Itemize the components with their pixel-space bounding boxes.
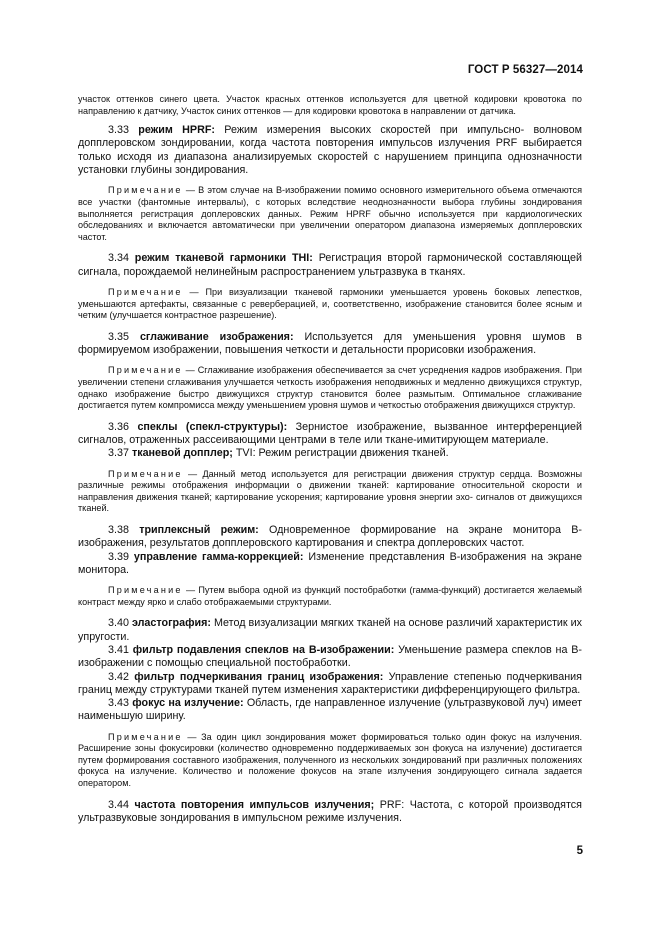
note-3-39: Примечание — Путем выбора одной из функций постобработки (гамма-функций) достигается желаемый контраст между ярко и слабо отображаемыми структурами. [78, 585, 582, 607]
note-3-35: Примечание — Сглаживание изображения обеспечивается за счет усреднения кадров изображения. При увеличении степени сглаживания улучшается четкость изображения неподвижных и медленно движущихся структур, однако изображение быстро движущихся структур становится более размытым. Оптимальное сглаживание достигается путем компромисса между уменьшением уровня шумов и четкостью отображения движущихся структур. [78, 365, 582, 411]
definition-3-42: 3.42 фильтр подчеркивания границ изображения: Управление степенью подчеркивания границ между структурами тканей путем изменения характеристики дифференцирующего фильтра. [78, 670, 582, 696]
term: сглаживание изображения: [139, 330, 294, 343]
standard-header: ГОСТ Р 56327—2014 [467, 64, 583, 76]
term: фильтр подавления спеклов на B-изображении: [132, 643, 395, 656]
note-label: Примечание [108, 286, 183, 297]
term: триплексный режим: [139, 523, 259, 536]
note-label: Примечание [108, 585, 183, 596]
document-body [78, 94, 582, 825]
page-number: 5 [576, 845, 583, 857]
definition-3-44: 3.44 частота повторения импульсов излучения; PRF: Частота, с которой производятся ультразвуковые зондирования в импульсном режиме излучения. [78, 798, 582, 824]
intro-paragraph: участок оттенков синего цвета. Участок красных оттенков используется для цветной кодировки кровотока по направлению к датчику, Участок синих оттенков — для кодировки кровотока в направлении от датчика. [78, 94, 582, 116]
definition-3-33: 3.33 режим HPRF: Режим измерения высоких скоростей при импульсно- волновом допплеровском зондировании, когда частота повторения импульсов излучения PRF выбирается только исходя из диапазона анализируемых скоростей с нарушением принципа однозначности установки глубины зондирования. [78, 124, 582, 177]
definition-3-41: 3.41 фильтр подавления спеклов на B-изображении: Уменьшение размера спеклов на B-изображении с помощью специальной постобработки. [78, 643, 582, 670]
note-label: Примечание [108, 468, 183, 479]
definition-3-43: 3.43 фокус на излучение: Область, где направленное излучение (ультразвуковой луч) имеет наименьшую ширину. [78, 697, 582, 723]
note-3-33: Примечание — В этом случае на B-изображении помимо основного измерительного объема отмечаются все участки (фантомные интервалы), с которых вследствие неоднозначности выбора глубины зондирования выполняется регистрация доплеровских данных. Режим HPRF обычно используется при кардиологических обследованиях и включается автоматически при увеличении оператором диапазона измеряемых допплеровских частот. [78, 185, 582, 242]
note-label: Примечание [108, 731, 183, 742]
definition-3-38: 3.38 триплексный режим: Одновременное формирование на экране монитора B-изображения, результатов допплеровского картирования и спектра доплеровских частот. [78, 523, 582, 550]
definition-3-34: 3.34 режим тканевой гармоники THI: Регистрация второй гармонической составляющей сигнала, порождаемой нелинейным распространением ультразвука в тканях. [78, 252, 582, 278]
term: эластография: [131, 617, 211, 630]
term: тканевой допплер; [131, 447, 233, 460]
note-3-34: Примечание — При визуализации тканевой гармоники уменьшается уровень боковых лепестков, уменьшаются артефакты, связанные с реверберацией, и, соответственно, изображение становится более ясным и четким (улучшается контрастное разрешение). [78, 286, 582, 321]
note-label: Примечание [108, 365, 183, 376]
term: фильтр подчеркивания границ изображения: [134, 670, 384, 683]
term: спеклы (спекл-структуры): [137, 420, 288, 433]
definition-3-37: 3.37 тканевой допплер; TVI: Режим регистрации движения тканей. [108, 447, 449, 460]
definition-3-39: 3.39 управление гамма-коррекцией: Изменение представления B-изображения на экране монитора. [78, 550, 582, 576]
definition-3-40: 3.40 эластография: Метод визуализации мягких тканей на основе различий характеристик их упругости. [78, 617, 582, 643]
term: фокус на излучение: [132, 697, 244, 710]
term: частота повторения импульсов излучения; [134, 798, 375, 811]
term: режим тканевой гармоники THI: [134, 252, 313, 265]
note-3-37: Примечание — Данный метод используется для регистрации движения структур сердца. Возможны различные режимы отображения информации о движении тканей: картирование относительной скорости и направления движения тканей; картирование ускорения; картирование уровня энергии эхо- сигналов от движущихся тканей. [78, 468, 582, 514]
definition-3-35: 3.35 сглаживание изображения: Используется для уменьшения уровня шумов в формируемом изображении, повышения четкости и детальности прорисовки изображения. [78, 330, 582, 357]
term: режим HPRF: [138, 124, 215, 137]
note-3-43: Примечание — За один цикл зондирования может формироваться только один фокус на излучения. Расширение зоны фокусировки (количество одновременно поддерживаемых зон фокуса на излучение) достигается путем формирования составного изображения, полученного из нескольких зондирований при различных положениях фокуса на излучение. Количество и положение фокусов на этапе излучения зондирующего сигнала задается оператором. [78, 731, 582, 789]
term: управление гамма-коррекцией: [133, 550, 304, 563]
definition-3-36: 3.36 спеклы (спекл-структуры): Зернистое изображение, вызванное интерференцией сигналов, отраженных рассеивающими центрами в теле или ткане-имитирующем материале. [78, 420, 582, 446]
note-label: Примечание [108, 185, 183, 196]
